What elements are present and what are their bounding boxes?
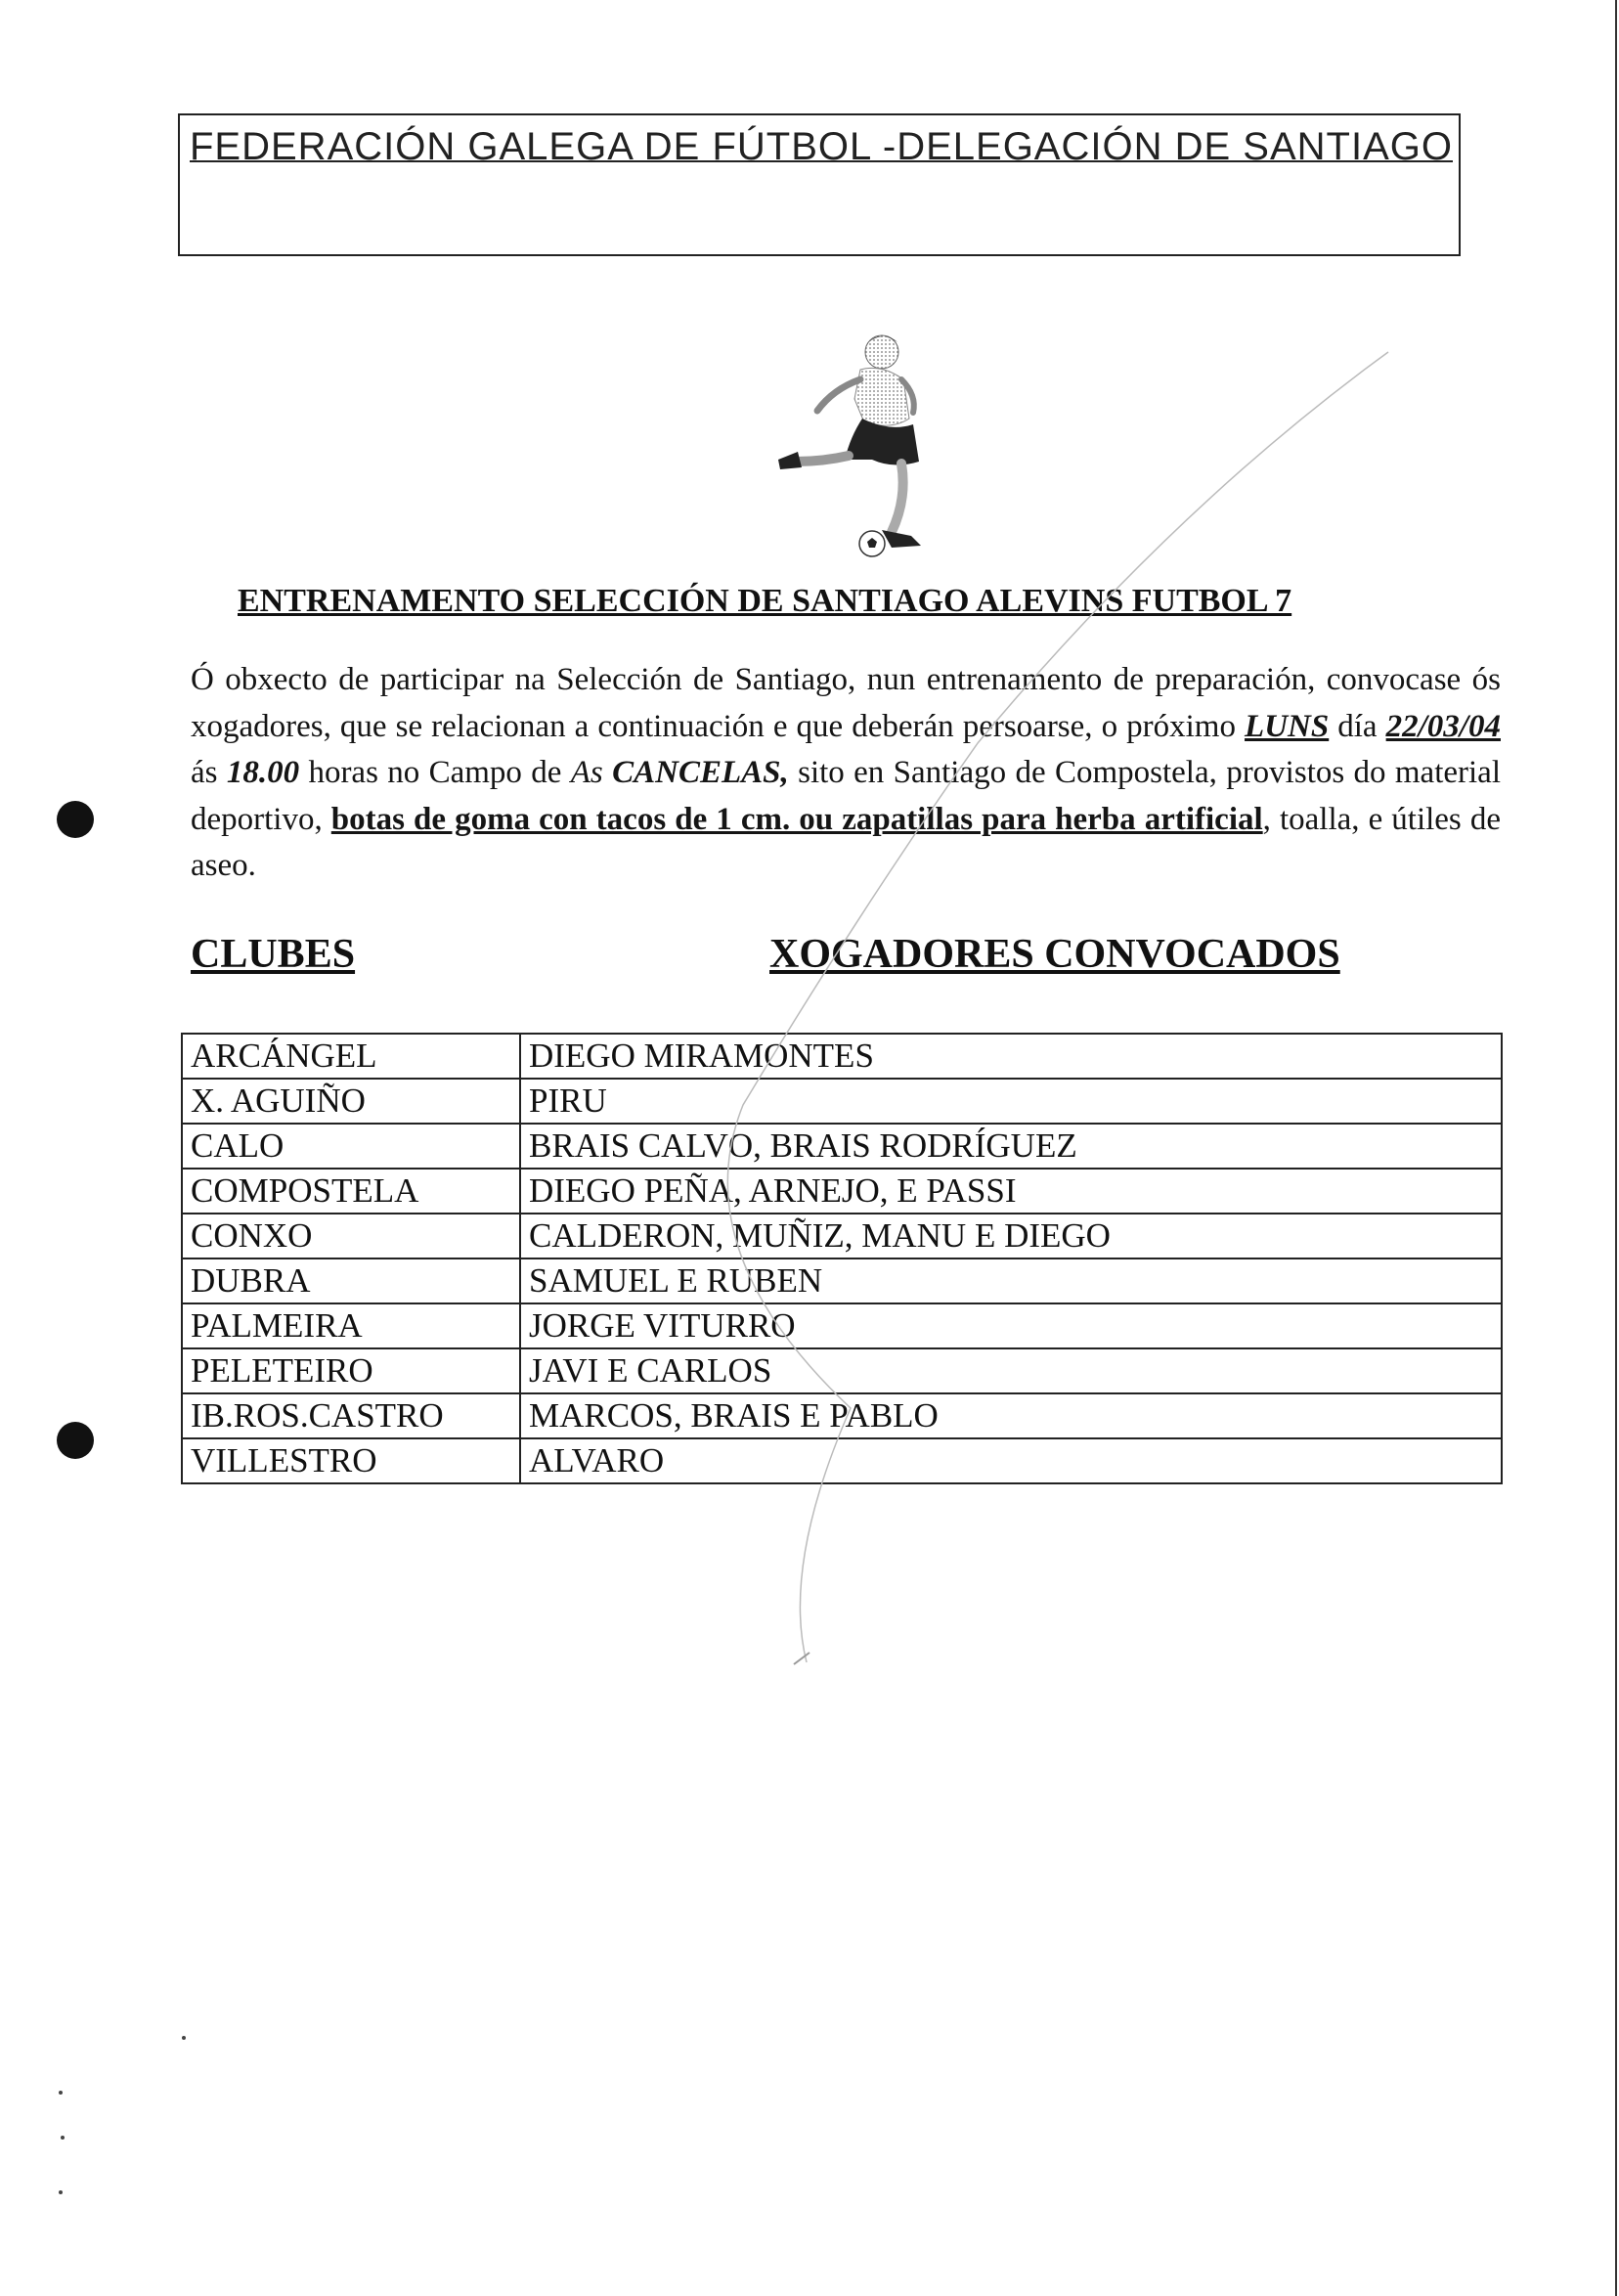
body-end: , toalla, e útiles de aseo. [191, 801, 1501, 883]
punch-hole [57, 1422, 94, 1459]
table-row [182, 1393, 1502, 1438]
organization-header: FEDERACIÓN GALEGA DE FÚTBOL -DELEGACIÓN DE SANTIAGO [190, 125, 1453, 168]
scan-speck [61, 2136, 65, 2140]
club-cell: CONXO [182, 1214, 520, 1258]
notice-body [191, 657, 1501, 890]
body-horas: horas no Campo de [299, 755, 571, 790]
clubs-heading: CLUBES [191, 932, 356, 977]
body-as: ás [191, 755, 227, 790]
scan-speck [59, 2190, 63, 2194]
club-cell: VILLESTRO [182, 1438, 520, 1483]
table-row [182, 1348, 1502, 1393]
table-row [182, 1214, 1502, 1258]
players-cell: SAMUEL E RUBEN [520, 1258, 1502, 1303]
table-row [182, 1438, 1502, 1483]
players-cell: PIRU [520, 1079, 1502, 1124]
training-time: 18.00 [226, 755, 300, 790]
players-cell: ALVARO [520, 1438, 1502, 1483]
punch-hole [57, 801, 94, 838]
table-row [182, 1124, 1502, 1169]
club-cell: IB.ROS.CASTRO [182, 1393, 520, 1438]
club-cell: ARCÁNGEL [182, 1034, 520, 1079]
notice-title: ENTRENAMENTO SELECCIÓN DE SANTIAGO ALEVINS FUTBOL 7 [238, 583, 1292, 619]
players-heading: XOGADORES CONVOCADOS [769, 932, 1340, 977]
club-cell: CALO [182, 1124, 520, 1169]
training-date: 22/03/04 [1385, 708, 1501, 744]
players-cell: JORGE VITURRO [520, 1303, 1502, 1348]
body-intro: Ó obxecto de participar na Selección de Santiago, nun entrenamento de preparación, convocase ós xogadores, que se relacionan a continuación e que deberán persoarse, o próximo [191, 662, 1501, 744]
players-cell: MARCOS, BRAIS E PABLO [520, 1393, 1502, 1438]
footwear-requirement: botas de goma con tacos de 1 cm. ou zapatillas para herba artificial [330, 801, 1263, 837]
football-player-kicking-icon [735, 323, 950, 572]
body-space [603, 755, 612, 790]
club-cell: DUBRA [182, 1258, 520, 1303]
table-row [182, 1303, 1502, 1348]
players-cell: DIEGO PEÑA, ARNEJO, E PASSI [520, 1169, 1502, 1214]
players-cell: DIEGO MIRAMONTES [520, 1034, 1502, 1079]
club-cell: COMPOSTELA [182, 1169, 520, 1214]
body-location: sito en Santiago de Compostela, provistos do material deportivo, [191, 755, 1501, 837]
scan-edge-line [1615, 0, 1617, 2296]
table-row [182, 1169, 1502, 1214]
scan-speck [59, 2091, 63, 2095]
club-cell: X. AGUIÑO [182, 1079, 520, 1124]
table-row [182, 1034, 1502, 1079]
club-cell: PALMEIRA [182, 1303, 520, 1348]
roster-table [181, 1033, 1503, 1484]
scan-speck [182, 2036, 186, 2040]
field-name: CANCELAS, [612, 755, 789, 790]
table-row [182, 1079, 1502, 1124]
header-box [178, 113, 1461, 256]
club-cell: PELETEIRO [182, 1348, 520, 1393]
players-cell: BRAIS CALVO, BRAIS RODRÍGUEZ [520, 1124, 1502, 1169]
training-day: LUNS [1245, 708, 1330, 744]
table-row [182, 1258, 1502, 1303]
players-cell: JAVI E CARLOS [520, 1348, 1502, 1393]
field-prefix: As [570, 755, 603, 790]
body-dia: día [1329, 708, 1386, 744]
players-cell: CALDERON, MUÑIZ, MANU E DIEGO [520, 1214, 1502, 1258]
